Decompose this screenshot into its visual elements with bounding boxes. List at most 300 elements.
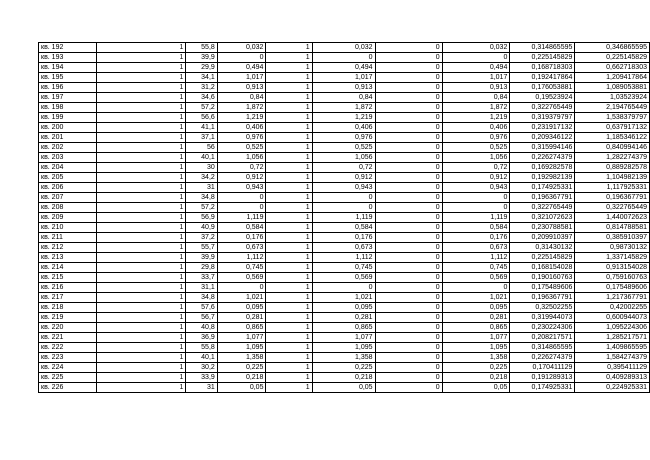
value-cell[interactable]: 1	[97, 373, 186, 383]
value-cell[interactable]: 1,089053881	[575, 83, 650, 93]
value-cell[interactable]: 0,192982139	[510, 173, 575, 183]
value-cell[interactable]: 0	[375, 163, 442, 173]
apartment-cell[interactable]: кв. 214	[39, 263, 97, 273]
value-cell[interactable]: 0,745	[442, 263, 510, 273]
apartment-cell[interactable]: кв. 208	[39, 203, 97, 213]
value-cell[interactable]: 0	[375, 203, 442, 213]
value-cell[interactable]: 0,225	[217, 363, 266, 373]
value-cell[interactable]: 1	[266, 323, 312, 333]
value-cell[interactable]: 0,169282578	[510, 163, 575, 173]
value-cell[interactable]: 1,209417864	[575, 73, 650, 83]
apartment-cell[interactable]: кв. 216	[39, 283, 97, 293]
value-cell[interactable]: 0,525	[442, 143, 510, 153]
value-cell[interactable]: 1,358	[312, 353, 375, 363]
value-cell[interactable]: 1,017	[312, 73, 375, 83]
value-cell[interactable]: 0,230224306	[510, 323, 575, 333]
value-cell[interactable]: 0	[442, 53, 510, 63]
value-cell[interactable]: 0,281	[312, 313, 375, 323]
value-cell[interactable]: 0,230788581	[510, 223, 575, 233]
value-cell[interactable]: 37,1	[186, 133, 217, 143]
value-cell[interactable]: 1	[266, 63, 312, 73]
value-cell[interactable]: 0,208217571	[510, 333, 575, 343]
apartment-cell[interactable]: кв. 193	[39, 53, 97, 63]
value-cell[interactable]: 0	[375, 123, 442, 133]
value-cell[interactable]: 1,584274379	[575, 353, 650, 363]
value-cell[interactable]: 0	[375, 273, 442, 283]
value-cell[interactable]: 0,281	[442, 313, 510, 323]
value-cell[interactable]: 0,176053881	[510, 83, 575, 93]
apartment-cell[interactable]: кв. 222	[39, 343, 97, 353]
value-cell[interactable]: 0,406	[442, 123, 510, 133]
value-cell[interactable]: 1,017	[442, 73, 510, 83]
value-cell[interactable]: 1	[97, 223, 186, 233]
value-cell[interactable]: 0,406	[312, 123, 375, 133]
value-cell[interactable]: 1	[97, 353, 186, 363]
value-cell[interactable]: 0,84	[217, 93, 266, 103]
value-cell[interactable]: 0,032	[442, 43, 510, 53]
value-cell[interactable]: 1	[266, 83, 312, 93]
value-cell[interactable]: 0	[312, 203, 375, 213]
value-cell[interactable]: 0,322765449	[510, 203, 575, 213]
value-cell[interactable]: 1	[97, 273, 186, 283]
value-cell[interactable]: 0,170411129	[510, 363, 575, 373]
value-cell[interactable]: 55,7	[186, 243, 217, 253]
value-cell[interactable]: 0	[375, 303, 442, 313]
value-cell[interactable]: 40,9	[186, 223, 217, 233]
apartment-cell[interactable]: кв. 199	[39, 113, 97, 123]
value-cell[interactable]: 0	[375, 183, 442, 193]
value-cell[interactable]: 57,6	[186, 303, 217, 313]
value-cell[interactable]: 1,112	[442, 253, 510, 263]
value-cell[interactable]: 0,943	[442, 183, 510, 193]
value-cell[interactable]: 1,872	[312, 103, 375, 113]
value-cell[interactable]: 1	[97, 163, 186, 173]
value-cell[interactable]: 1,872	[442, 103, 510, 113]
value-cell[interactable]: 1,219	[217, 113, 266, 123]
value-cell[interactable]: 0	[217, 283, 266, 293]
value-cell[interactable]: 0,584	[442, 223, 510, 233]
value-cell[interactable]: 0,226274379	[510, 153, 575, 163]
value-cell[interactable]: 1,538379797	[575, 113, 650, 123]
value-cell[interactable]: 1,219	[312, 113, 375, 123]
value-cell[interactable]: 1	[266, 163, 312, 173]
apartment-cell[interactable]: кв. 200	[39, 123, 97, 133]
value-cell[interactable]: 1,104982139	[575, 173, 650, 183]
value-cell[interactable]: 40,1	[186, 153, 217, 163]
apartment-cell[interactable]: кв. 226	[39, 383, 97, 393]
value-cell[interactable]: 0	[375, 263, 442, 273]
value-cell[interactable]: 0,095	[312, 303, 375, 313]
value-cell[interactable]: 0	[442, 193, 510, 203]
value-cell[interactable]: 33,9	[186, 373, 217, 383]
value-cell[interactable]: 1,409865595	[575, 343, 650, 353]
value-cell[interactable]: 0,032	[312, 43, 375, 53]
value-cell[interactable]: 0	[375, 153, 442, 163]
value-cell[interactable]: 57,2	[186, 103, 217, 113]
value-cell[interactable]: 1	[266, 263, 312, 273]
value-cell[interactable]: 0,225145829	[510, 253, 575, 263]
value-cell[interactable]: 0	[375, 213, 442, 223]
apartment-cell[interactable]: кв. 197	[39, 93, 97, 103]
value-cell[interactable]: 0,319944073	[510, 313, 575, 323]
value-cell[interactable]: 56,7	[186, 313, 217, 323]
value-cell[interactable]: 0,095	[217, 303, 266, 313]
value-cell[interactable]: 0	[375, 223, 442, 233]
value-cell[interactable]: 1	[266, 273, 312, 283]
value-cell[interactable]: 1	[266, 313, 312, 323]
value-cell[interactable]: 0,673	[217, 243, 266, 253]
value-cell[interactable]: 1,021	[442, 293, 510, 303]
value-cell[interactable]: 0,225	[442, 363, 510, 373]
value-cell[interactable]: 0,218	[217, 373, 266, 383]
apartment-cell[interactable]: кв. 198	[39, 103, 97, 113]
value-cell[interactable]: 31	[186, 383, 217, 393]
value-cell[interactable]: 0,912	[442, 173, 510, 183]
value-cell[interactable]: 1	[97, 313, 186, 323]
value-cell[interactable]: 1	[266, 293, 312, 303]
value-cell[interactable]: 0	[375, 313, 442, 323]
value-cell[interactable]: 0	[375, 343, 442, 353]
value-cell[interactable]: 1	[97, 73, 186, 83]
value-cell[interactable]: 29,8	[186, 263, 217, 273]
value-cell[interactable]: 1,358	[442, 353, 510, 363]
value-cell[interactable]: 0,525	[312, 143, 375, 153]
value-cell[interactable]: 41,1	[186, 123, 217, 133]
value-cell[interactable]: 1,358	[217, 353, 266, 363]
value-cell[interactable]: 56,9	[186, 213, 217, 223]
value-cell[interactable]: 0,569	[217, 273, 266, 283]
value-cell[interactable]: 0,032	[217, 43, 266, 53]
value-cell[interactable]: 0,19523924	[510, 93, 575, 103]
value-cell[interactable]: 1,285217571	[575, 333, 650, 343]
value-cell[interactable]: 0,225145829	[510, 53, 575, 63]
value-cell[interactable]: 1,112	[312, 253, 375, 263]
value-cell[interactable]: 0,168154028	[510, 263, 575, 273]
value-cell[interactable]: 1	[266, 373, 312, 383]
apartment-cell[interactable]: кв. 225	[39, 373, 97, 383]
value-cell[interactable]: 0,05	[442, 383, 510, 393]
value-cell[interactable]: 1	[97, 63, 186, 73]
value-cell[interactable]: 1	[97, 283, 186, 293]
value-cell[interactable]: 0	[375, 353, 442, 363]
value-cell[interactable]: 0	[375, 53, 442, 63]
value-cell[interactable]: 0,231917132	[510, 123, 575, 133]
value-cell[interactable]: 0	[375, 73, 442, 83]
apartment-cell[interactable]: кв. 207	[39, 193, 97, 203]
value-cell[interactable]: 1	[266, 223, 312, 233]
value-cell[interactable]: 0	[217, 203, 266, 213]
value-cell[interactable]: 1	[266, 43, 312, 53]
value-cell[interactable]: 1,282274379	[575, 153, 650, 163]
value-cell[interactable]: 0	[375, 383, 442, 393]
value-cell[interactable]: 57,2	[186, 203, 217, 213]
value-cell[interactable]: 30	[186, 163, 217, 173]
value-cell[interactable]: 0	[375, 293, 442, 303]
value-cell[interactable]: 0,759160763	[575, 273, 650, 283]
value-cell[interactable]: 1	[266, 53, 312, 63]
apartment-cell[interactable]: кв. 196	[39, 83, 97, 93]
apartment-cell[interactable]: кв. 192	[39, 43, 97, 53]
value-cell[interactable]: 0,176	[312, 233, 375, 243]
value-cell[interactable]: 1	[97, 213, 186, 223]
value-cell[interactable]: 1,095	[217, 343, 266, 353]
value-cell[interactable]: 0,346865595	[575, 43, 650, 53]
value-cell[interactable]: 0,912	[312, 173, 375, 183]
value-cell[interactable]: 1,872	[217, 103, 266, 113]
value-cell[interactable]: 1	[97, 343, 186, 353]
value-cell[interactable]: 0	[375, 253, 442, 263]
value-cell[interactable]: 0,72	[442, 163, 510, 173]
value-cell[interactable]: 37,2	[186, 233, 217, 243]
value-cell[interactable]: 0	[375, 103, 442, 113]
value-cell[interactable]: 1	[266, 133, 312, 143]
value-cell[interactable]: 1,017	[217, 73, 266, 83]
value-cell[interactable]: 1	[266, 193, 312, 203]
value-cell[interactable]: 39,9	[186, 253, 217, 263]
value-cell[interactable]: 0,224925331	[575, 383, 650, 393]
value-cell[interactable]: 1,337145829	[575, 253, 650, 263]
value-cell[interactable]: 1	[266, 103, 312, 113]
value-cell[interactable]: 40,1	[186, 353, 217, 363]
value-cell[interactable]: 1	[97, 333, 186, 343]
value-cell[interactable]: 1	[97, 263, 186, 273]
value-cell[interactable]: 0,637917132	[575, 123, 650, 133]
value-cell[interactable]: 1,021	[217, 293, 266, 303]
value-cell[interactable]: 0,673	[312, 243, 375, 253]
value-cell[interactable]: 0	[375, 83, 442, 93]
value-cell[interactable]: 0	[375, 373, 442, 383]
value-cell[interactable]: 0,72	[217, 163, 266, 173]
value-cell[interactable]: 1	[266, 143, 312, 153]
value-cell[interactable]: 1	[266, 303, 312, 313]
value-cell[interactable]: 0	[375, 93, 442, 103]
value-cell[interactable]: 56	[186, 143, 217, 153]
value-cell[interactable]: 1,440072623	[575, 213, 650, 223]
value-cell[interactable]: 31,1	[186, 283, 217, 293]
value-cell[interactable]: 1	[266, 343, 312, 353]
value-cell[interactable]: 1	[97, 293, 186, 303]
value-cell[interactable]: 1	[266, 213, 312, 223]
value-cell[interactable]: 0,176	[217, 233, 266, 243]
value-cell[interactable]: 0,314865595	[510, 343, 575, 353]
value-cell[interactable]: 1,119	[217, 213, 266, 223]
value-cell[interactable]: 0	[375, 323, 442, 333]
value-cell[interactable]: 56,6	[186, 113, 217, 123]
value-cell[interactable]: 0,395411129	[575, 363, 650, 373]
value-cell[interactable]: 0	[375, 283, 442, 293]
apartment-cell[interactable]: кв. 209	[39, 213, 97, 223]
value-cell[interactable]: 1	[266, 333, 312, 343]
value-cell[interactable]: 1,056	[312, 153, 375, 163]
value-cell[interactable]: 1	[97, 193, 186, 203]
value-cell[interactable]: 1	[266, 73, 312, 83]
value-cell[interactable]: 0,584	[217, 223, 266, 233]
value-cell[interactable]: 1	[97, 173, 186, 183]
apartment-cell[interactable]: кв. 204	[39, 163, 97, 173]
value-cell[interactable]: 0,32502255	[510, 303, 575, 313]
apartment-cell[interactable]: кв. 195	[39, 73, 97, 83]
value-cell[interactable]: 0,745	[217, 263, 266, 273]
value-cell[interactable]: 0,814788581	[575, 223, 650, 233]
value-cell[interactable]: 0	[375, 333, 442, 343]
value-cell[interactable]: 34,8	[186, 193, 217, 203]
value-cell[interactable]: 0,913	[442, 83, 510, 93]
value-cell[interactable]: 1,217367791	[575, 293, 650, 303]
value-cell[interactable]: 0,912	[217, 173, 266, 183]
value-cell[interactable]: 34,6	[186, 93, 217, 103]
apartment-cell[interactable]: кв. 211	[39, 233, 97, 243]
value-cell[interactable]: 0,600944073	[575, 313, 650, 323]
value-cell[interactable]: 1	[97, 183, 186, 193]
value-cell[interactable]: 0,385910397	[575, 233, 650, 243]
value-cell[interactable]: 0,84	[442, 93, 510, 103]
value-cell[interactable]: 0,913	[312, 83, 375, 93]
value-cell[interactable]: 0,05	[217, 383, 266, 393]
value-cell[interactable]: 0,569	[442, 273, 510, 283]
value-cell[interactable]: 34,1	[186, 73, 217, 83]
value-cell[interactable]: 1	[266, 173, 312, 183]
value-cell[interactable]: 0,175489606	[510, 283, 575, 293]
value-cell[interactable]: 39,9	[186, 53, 217, 63]
value-cell[interactable]: 31,2	[186, 83, 217, 93]
value-cell[interactable]: 0,225145829	[575, 53, 650, 63]
value-cell[interactable]: 0	[375, 363, 442, 373]
value-cell[interactable]: 1,021	[312, 293, 375, 303]
value-cell[interactable]: 0	[442, 283, 510, 293]
value-cell[interactable]: 1	[97, 203, 186, 213]
value-cell[interactable]: 0,976	[442, 133, 510, 143]
value-cell[interactable]: 0	[375, 173, 442, 183]
apartment-cell[interactable]: кв. 210	[39, 223, 97, 233]
apartment-cell[interactable]: кв. 218	[39, 303, 97, 313]
value-cell[interactable]: 0	[217, 53, 266, 63]
apartment-cell[interactable]: кв. 206	[39, 183, 97, 193]
value-cell[interactable]: 0,42002255	[575, 303, 650, 313]
value-cell[interactable]: 1,03523924	[575, 93, 650, 103]
value-cell[interactable]: 55,8	[186, 43, 217, 53]
value-cell[interactable]: 1	[266, 93, 312, 103]
value-cell[interactable]: 2,194765449	[575, 103, 650, 113]
apartment-cell[interactable]: кв. 219	[39, 313, 97, 323]
value-cell[interactable]: 1	[97, 133, 186, 143]
apartment-cell[interactable]: кв. 215	[39, 273, 97, 283]
value-cell[interactable]: 1	[266, 363, 312, 373]
value-cell[interactable]: 1,056	[217, 153, 266, 163]
value-cell[interactable]: 1	[266, 153, 312, 163]
value-cell[interactable]: 1	[97, 143, 186, 153]
value-cell[interactable]: 1	[97, 233, 186, 243]
value-cell[interactable]: 1,077	[442, 333, 510, 343]
value-cell[interactable]: 36,9	[186, 333, 217, 343]
value-cell[interactable]: 0	[312, 193, 375, 203]
value-cell[interactable]: 0	[375, 143, 442, 153]
apartment-cell[interactable]: кв. 217	[39, 293, 97, 303]
value-cell[interactable]: 1	[97, 103, 186, 113]
value-cell[interactable]: 0,192417864	[510, 73, 575, 83]
value-cell[interactable]: 0,584	[312, 223, 375, 233]
apartment-cell[interactable]: кв. 223	[39, 353, 97, 363]
value-cell[interactable]: 0	[375, 243, 442, 253]
value-cell[interactable]: 0,31430132	[510, 243, 575, 253]
value-cell[interactable]: 0,840994146	[575, 143, 650, 153]
value-cell[interactable]: 1,095	[312, 343, 375, 353]
apartment-cell[interactable]: кв. 202	[39, 143, 97, 153]
value-cell[interactable]: 0,226274379	[510, 353, 575, 363]
value-cell[interactable]: 0,05	[312, 383, 375, 393]
value-cell[interactable]: 0	[375, 133, 442, 143]
value-cell[interactable]: 1,095	[442, 343, 510, 353]
value-cell[interactable]: 0	[375, 113, 442, 123]
value-cell[interactable]: 0,662718303	[575, 63, 650, 73]
value-cell[interactable]: 1	[266, 253, 312, 263]
apartment-cell[interactable]: кв. 220	[39, 323, 97, 333]
value-cell[interactable]: 0,321072623	[510, 213, 575, 223]
value-cell[interactable]: 0,913	[217, 83, 266, 93]
value-cell[interactable]: 0,525	[217, 143, 266, 153]
value-cell[interactable]: 0,976	[312, 133, 375, 143]
value-cell[interactable]: 0,191289313	[510, 373, 575, 383]
value-cell[interactable]: 1	[266, 203, 312, 213]
value-cell[interactable]: 1	[266, 183, 312, 193]
value-cell[interactable]: 0,865	[442, 323, 510, 333]
value-cell[interactable]: 0,314865595	[510, 43, 575, 53]
apartment-cell[interactable]: кв. 224	[39, 363, 97, 373]
value-cell[interactable]: 0,218	[442, 373, 510, 383]
value-cell[interactable]: 0,174925331	[510, 183, 575, 193]
value-cell[interactable]: 1	[97, 123, 186, 133]
value-cell[interactable]: 1	[97, 253, 186, 263]
value-cell[interactable]: 0,175489606	[575, 283, 650, 293]
value-cell[interactable]: 0,494	[217, 63, 266, 73]
value-cell[interactable]: 0,176	[442, 233, 510, 243]
value-cell[interactable]: 1	[97, 323, 186, 333]
value-cell[interactable]: 0,218	[312, 373, 375, 383]
value-cell[interactable]: 1	[266, 353, 312, 363]
apartment-cell[interactable]: кв. 194	[39, 63, 97, 73]
value-cell[interactable]: 1	[266, 283, 312, 293]
apartment-cell[interactable]: кв. 203	[39, 153, 97, 163]
value-cell[interactable]: 0,943	[217, 183, 266, 193]
apartment-cell[interactable]: кв. 213	[39, 253, 97, 263]
value-cell[interactable]: 1,185346122	[575, 133, 650, 143]
apartment-cell[interactable]: кв. 205	[39, 173, 97, 183]
value-cell[interactable]: 0	[312, 283, 375, 293]
value-cell[interactable]: 0,322765449	[510, 103, 575, 113]
value-cell[interactable]: 0	[375, 193, 442, 203]
value-cell[interactable]: 0,095	[442, 303, 510, 313]
value-cell[interactable]: 0,196367791	[575, 193, 650, 203]
value-cell[interactable]: 0,196367791	[510, 193, 575, 203]
value-cell[interactable]: 30,2	[186, 363, 217, 373]
value-cell[interactable]: 1	[266, 243, 312, 253]
value-cell[interactable]: 1,219	[442, 113, 510, 123]
value-cell[interactable]: 1,077	[217, 333, 266, 343]
value-cell[interactable]: 0,209346122	[510, 133, 575, 143]
value-cell[interactable]: 1	[97, 383, 186, 393]
value-cell[interactable]: 0,494	[442, 63, 510, 73]
value-cell[interactable]: 0,569	[312, 273, 375, 283]
value-cell[interactable]: 0,190160763	[510, 273, 575, 283]
value-cell[interactable]: 1	[97, 113, 186, 123]
value-cell[interactable]: 0,72	[312, 163, 375, 173]
value-cell[interactable]: 0,322765449	[575, 203, 650, 213]
value-cell[interactable]: 1	[97, 303, 186, 313]
value-cell[interactable]: 0,913154028	[575, 263, 650, 273]
value-cell[interactable]: 0,98730132	[575, 243, 650, 253]
value-cell[interactable]: 0,865	[217, 323, 266, 333]
value-cell[interactable]: 1,119	[442, 213, 510, 223]
value-cell[interactable]: 34,2	[186, 173, 217, 183]
